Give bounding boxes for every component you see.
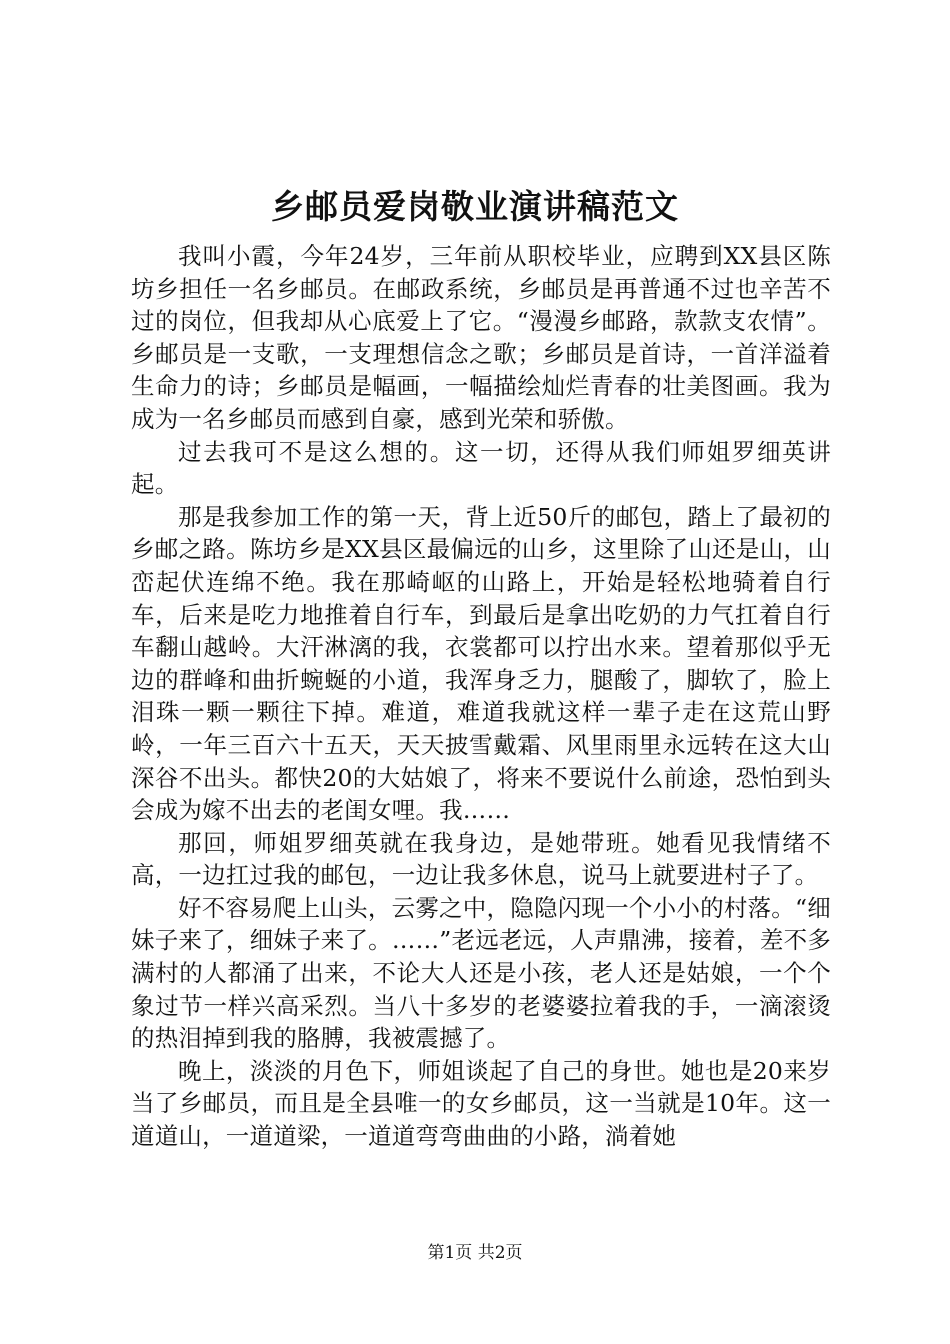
document-body bbox=[131, 240, 831, 1153]
paragraph: 那回，师姐罗细英就在我身边，是她带班。她看见我情绪不高，一边扛过我的邮包，一边让我多休息，说马上就要进村子了。 bbox=[131, 828, 831, 890]
document-title: 乡邮员爱岗敬业演讲稿范文 bbox=[271, 187, 679, 226]
paragraph: 晚上，淡淡的月色下，师姐谈起了自己的身世。她也是20来岁当了乡邮员，而且是全县唯一的女乡邮员，这一当就是10年。这一道道山，一道道梁，一道道弯弯曲曲的小路，淌着她 bbox=[131, 1056, 831, 1151]
paragraph: 好不容易爬上山头，云雾之中，隐隐闪现一个小小的村落。“细妹子来了，细妹子来了。……”老远老远，人声鼎沸，接着，差不多满村的人都涌了出来，不论大人还是小孩，老人还是姑娘，一个个象过节一样兴高采烈。当八十多岁的老婆婆拉着我的手，一滴滚烫的热泪掉到我的胳膊，我被震撼了。 bbox=[131, 893, 831, 1053]
page-number: 第1页 共2页 bbox=[427, 1243, 523, 1263]
paragraph: 我叫小霞，今年24岁，三年前从职校毕业，应聘到XX县区陈坊乡担任一名乡邮员。在邮政系统，乡邮员是再普通不过也辛苦不过的岗位，但我却从心底爱上了它。“漫漫乡邮路，款款支农情”。乡邮员是一支歌，一支理想信念之歌；乡邮员是首诗，一首洋溢着生命力的诗；乡邮员是幅画，一幅描绘灿烂青春的壮美图画。我为成为一名乡邮员而感到自豪，感到光荣和骄傲。 bbox=[131, 242, 831, 433]
paragraph: 那是我参加工作的第一天，背上近50斤的邮包，踏上了最初的乡邮之路。陈坊乡是XX县区最偏远的山乡，这里除了山还是山，山峦起伏连绵不绝。我在那崎岖的山路上，开始是轻松地骑着自行车，后来是吃力地推着自行车，到最后是拿出吃奶的力气扛着自行车翻山越岭。大汗淋漓的我，衣裳都可以拧出水来。望着那似乎无边的群峰和曲折蜿蜒的小道，我浑身乏力，腿酸了，脚软了，脸上泪珠一颗一颗往下掉。难道，难道我就这样一辈子走在这荒山野岭，一年三百六十五天，天天披雪戴霜、风里雨里永远转在这大山深谷不出头。都快20的大姑娘了，将来不要说什么前途，恐怕到头会成为嫁不出去的老闺女哩。我…… bbox=[131, 502, 831, 825]
paragraph: 过去我可不是这么想的。这一切，还得从我们师姐罗细英讲起。 bbox=[131, 437, 831, 499]
